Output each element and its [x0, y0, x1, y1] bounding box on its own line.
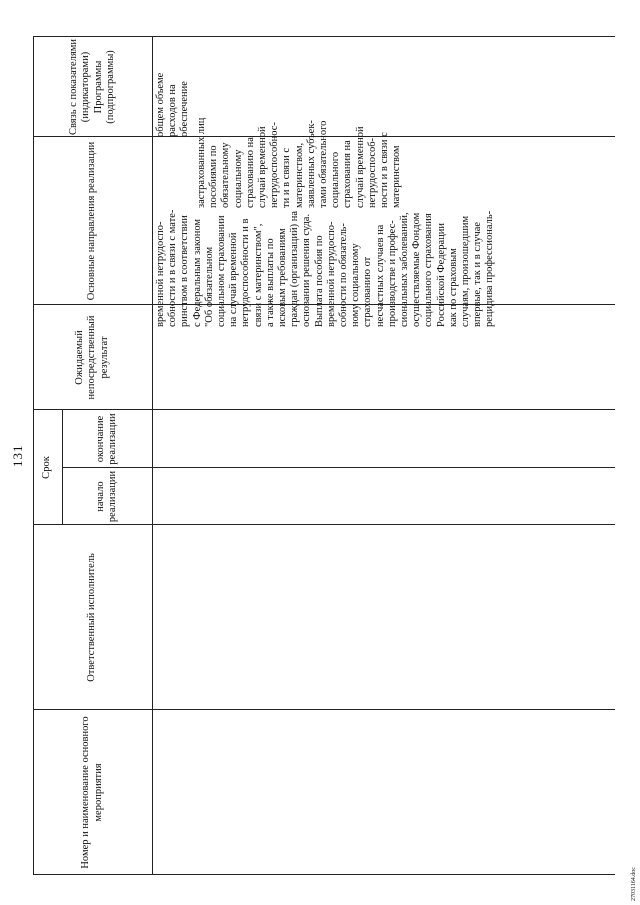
- header-end: окончание реализации: [94, 413, 118, 465]
- directions-text-col-a: временной нетрудоспо- собности и в связи с мате- ринством в соответствии с Федеральным законом "Об обязательном социальном страховании на случай временной нетрудоспособности и в связи с материнством", а также выплаты по исковым требованиям граждан (организаций) на основании решения суда. Выплата пособия по временной нетрудоспо- собности по обязатель- ному социальному страхованию от несчастных случаев на производстве и профес- сиональных заболеваний, осуществляемые Фондом социального страхования Российской Федерации как по страховым случаям, произошедшим впервые, так и в случае рецидива профессиональ-: [155, 209, 496, 327]
- document-id: 27031164.doc: [631, 867, 637, 901]
- link-text: общем объеме расходов на обеспечение: [155, 72, 191, 137]
- header-number-name: Номер и наименование основного мероприятия: [80, 716, 104, 869]
- directions-text-col-b: застрахованных лиц пособиями по обязательному социальному страхованию на случай временной нетрудоспособнос- ти и в связи с материнством, заявленных субъек- тами обязательного социального страхования на случай временной нетрудоспособ- ности и в связи с материнством: [196, 117, 403, 208]
- header-link-indicators: Связь с показателями (индикаторами) Программы (подпрограммы): [68, 38, 116, 136]
- table-header-bottom: [152, 37, 153, 875]
- header-directions: Основные направления реализации: [86, 141, 98, 301]
- page-number: 131: [10, 444, 25, 467]
- header-responsible: Ответственный исполнитель: [86, 553, 98, 682]
- header-expected-result: Ожидаемый непосредственный результат: [74, 315, 110, 400]
- header-start: начало реализации: [94, 470, 118, 523]
- header-srok: Срок: [41, 456, 53, 479]
